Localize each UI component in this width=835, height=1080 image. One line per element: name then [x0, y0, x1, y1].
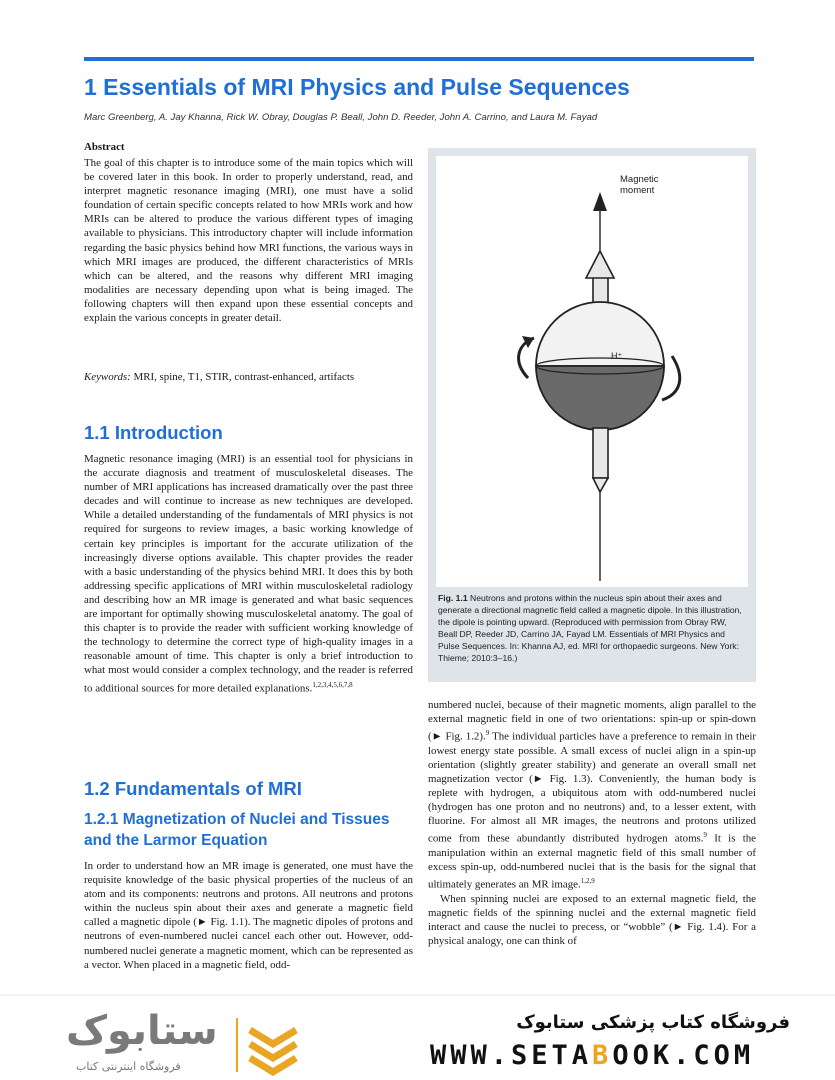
right-text-1: numbered nuclei, because of their magnetic moments, align parallel to the external magnetic field in one of two orientations: spin-up or spin-down (► Fig. 1.2). — [428, 699, 756, 743]
store-url[interactable] — [430, 1040, 754, 1071]
section-intro-heading: 1.1 Introduction — [84, 422, 223, 443]
section-fundamentals-heading: 1.2 Fundamentals of MRI — [84, 778, 302, 799]
logo-divider — [236, 1018, 238, 1072]
keywords-label: Keywords: — [84, 371, 131, 383]
right-column-text — [428, 698, 756, 948]
right-text-3: It is the manipulation within an external magnetic field of this small number of excess spin-up, odd-numbered nuclei that is the basis for the signal that ultimately generates an MR image. — [428, 833, 757, 891]
figure-caption-label: Fig. 1.1 — [438, 593, 468, 603]
authors: Marc Greenberg, A. Jay Khanna, Rick W. Obray, Douglas P. Beall, John D. Reeder, John A. Carrino, and Laura M. Fayad — [84, 112, 598, 123]
subsection-heading: 1.2.1 Magnetization of Nuclei and Tissues and the Larmor Equation — [84, 811, 390, 849]
chapter-title: 1 Essentials of MRI Physics and Pulse Sequences — [84, 74, 630, 100]
fundamentals-text: In order to understand how an MR image is generated, one must have the requisite knowledge of the basic physical properties of the nucleus of an atom and its components: neutrons and protons. All neutrons and protons within the nucleus spin about their axes and generate a magnetic field called a magnetic dipole (► Fig. 1.1). The magnetic dipoles of protons and neutrons of even-numbered nuclei cancel each other out. However, odd-numbered nuclei generate a magnetic moment, which can be represented as a vector. When placed in a magnetic field, odd- — [84, 860, 413, 971]
url-part-1: WWW.SETA — [430, 1040, 593, 1071]
store-logo: ستابوک — [66, 1008, 218, 1054]
intro-body: Magnetic resonance imaging (MRI) is an essential tool for physicians in the accurate diagnosis and treatment of musculoskeletal diseases. The number of MRI applications has increased dramatically over the past three decades and will continue to increase as new techniques are developed. While a detailed understanding of the fundamentals of MRI physics is not required for surgeons to review images, a basic working knowledge of certain key principles is important for the accurate utilization of the increasingly diverse options available. This chapter provides the reader with a basic understanding of the physics behind MRI. It does this by both addressing specific applications of MRI within musculoskeletal radiology and describing how an MR image is generated and what basic sequences are important for optimally showing musculoskeletal anatomy. The goal of this chapter is to provide the reader with sufficient working knowledge of the technology to determine the correct type of high-quality images in a reasonable amount of time. This chapter is only a brief introduction to what most would consider a complex technology, and the reader is referred to additional sources for more detailed explanations. — [84, 453, 413, 695]
abstract-heading: Abstract — [84, 141, 125, 153]
store-logo-subtitle: فروشگاه اینترنتی کتاب — [76, 1060, 181, 1073]
right-ref-2: 9 — [703, 831, 708, 840]
label-magnetic-moment: Magnetic moment — [620, 174, 659, 196]
intro-text — [84, 452, 413, 695]
right-text-4: When spinning nuclei are exposed to an external magnetic field, the magnetic fields of the spinning nuclei and the external magnetic field interact and cause the nuclei to precess, or “wobble” (► Fig. 1.4). For a physical analogy, one can think of — [428, 893, 756, 948]
url-accent: B — [592, 1040, 613, 1071]
label-hydrogen: H⁺ — [611, 351, 623, 361]
store-name: فروشگاه کتاب پزشکی ستابوک — [516, 1012, 790, 1033]
figure-caption-text: Neutrons and protons within the nucleus spin about their axes and generate a directional magnetic field called a magnetic dipole. In this illustration, the dipole is pointing upward. (Reproduced with permission from Obray RW, Beall DP, Reeder JD, Carrino JA, Fayad LM. Essentials of MRI Physics and Pulse Sequences. In: Khanna AJ, ed. MRI for orthopaedic surgeons. New York: Thieme; 2010:3–16.) — [438, 593, 742, 664]
figure-caption — [438, 592, 748, 665]
right-text-2: The individual particles have a preference to remain in their lowest energy state possible. A small excess of nuclei align in a spin-up orientation (slightly greater stability) and generate an overall small net magnetization vector (► Fig. 1.3). Conveniently, the human body is replete with hydrogen, a ubiquitous atom with odd-numbered nuclei (hydrogen has one proton and no neutrons) and, to a lesser extent, with fluorine. For almost all MR images, the neutrons and protons utilized come from these abundantly distributed hydrogen atoms. — [428, 730, 756, 846]
right-ref-1: 9 — [485, 729, 490, 738]
spinning-nucleus-illustration — [436, 156, 748, 587]
keywords-list: MRI, spine, T1, STIR, contrast-enhanced, artifacts — [133, 371, 355, 383]
url-part-2: OOK.COM — [612, 1040, 755, 1071]
figure-illustration — [436, 156, 748, 587]
book-stack-icon — [246, 1016, 300, 1076]
keywords — [84, 371, 354, 383]
figure-1-1 — [428, 148, 756, 682]
intro-refs: 1,2,3,4,5,6,7,8 — [312, 680, 353, 689]
top-rule — [84, 57, 754, 61]
right-ref-3: 1,2,9 — [580, 877, 595, 886]
abstract-text: The goal of this chapter is to introduce some of the main topics which will be covered later in this book. In order to properly understand, read, and interpret magnetic resonance imaging (MRI), one must have a solid foundation of certain specific concepts related to how MRIs work and how MRIs can be altered to produce the various different types of imaging available to physicians. This introductory chapter will include information regarding the basic physics behind how MRI functions, the various ways in which MRI images are produced, the different characteristics of MRIs which can be altered, and the reasons why different MRI imaging modalities are necessary depending upon what is being imaged. The following chapters will then expand upon these essential concepts and explain the various concepts in greater detail. — [84, 157, 413, 325]
